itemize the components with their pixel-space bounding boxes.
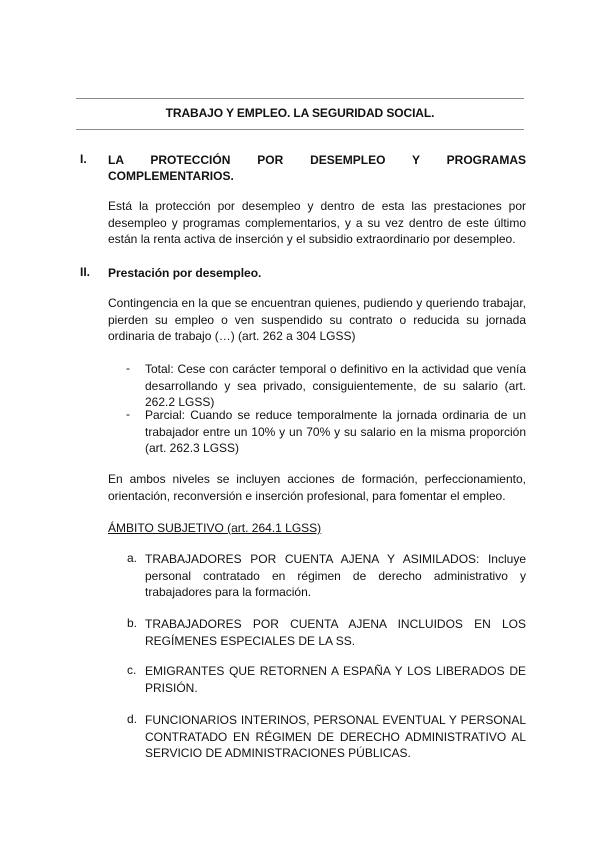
section-2-number: II. [80, 265, 91, 279]
section-1-title [108, 152, 526, 184]
item-a-mark: a. [127, 551, 138, 565]
item-c-mark: c. [127, 663, 137, 677]
top-rule [76, 98, 524, 99]
section-2-title: Prestación por desempleo. [108, 266, 262, 280]
item-b-text: TRABAJADORES POR CUENTA AJENA INCLUIDOS EN LOS REGÍMENES ESPECIALES DE LA SS. [145, 617, 526, 648]
ambito-subjetivo-heading: ÁMBITO SUBJETIVO (art. 264.1 LGSS) [108, 521, 322, 535]
item-d-text: FUNCIONARIOS INTERINOS, PERSONAL EVENTUAL Y PERSONAL CONTRATADO EN RÉGIMEN DE DERECHO ADMINISTRATIVO AL SERVICIO DE ADMINISTRACIONES PÚBLICAS. [145, 713, 526, 761]
section-2-paragraph: Contingencia en la que se encuentran quienes, pudiendo y queriendo trabajar, pierden su empleo o ven suspendido su contrato o reducida su jornada ordinaria de trabajo (…) (art. 262 a 304 LGSS) [108, 296, 526, 344]
item-b-mark: b. [127, 616, 138, 630]
section-1-paragraph: Está la protección por desempleo y dentro de esta las prestaciones por desempleo y programas complementarios, y a su vez dentro de este último están la renta activa de inserción y el subsidio extraordinario por desempleo. [108, 199, 526, 247]
bullet-1-text: Total: Cese con carácter temporal o definitivo en la actividad que venía desarrollando y sea privado, consiguientemente, de su salario (art. 262.2 LGSS) [145, 362, 526, 410]
item-a-text: TRABAJADORES POR CUENTA AJENA Y ASIMILADOS: Incluye personal contratado en régimen de derecho administrativo y trabajadores para la formación. [145, 552, 526, 600]
item-d-mark: d. [127, 712, 138, 726]
bullet-2-mark: - [126, 407, 130, 421]
section-1-number: I. [80, 152, 87, 166]
title-bottom-rule [76, 129, 524, 130]
section-1-title-line1: LA PROTECCIÓN POR DESEMPLEO Y PROGRAMAS [108, 153, 526, 167]
bullet-1-mark: - [126, 361, 130, 375]
section-2-paragraph-2: En ambos niveles se incluyen acciones de formación, perfeccionamiento, orientación, reconversión e inserción profesional, para fomentar el empleo. [108, 472, 526, 503]
bullet-2-text: Parcial: Cuando se reduce temporalmente la jornada ordinaria de un trabajador entre un 10% y un 70% y su salario en la misma proporción (art. 262.3 LGSS) [145, 408, 526, 456]
document-title: TRABAJO Y EMPLEO. LA SEGURIDAD SOCIAL. [165, 106, 435, 120]
section-1-title-line2: COMPLEMENTARIOS. [108, 169, 234, 183]
item-c-text: EMIGRANTES QUE RETORNEN A ESPAÑA Y LOS LIBERADOS DE PRISIÓN. [145, 664, 526, 695]
